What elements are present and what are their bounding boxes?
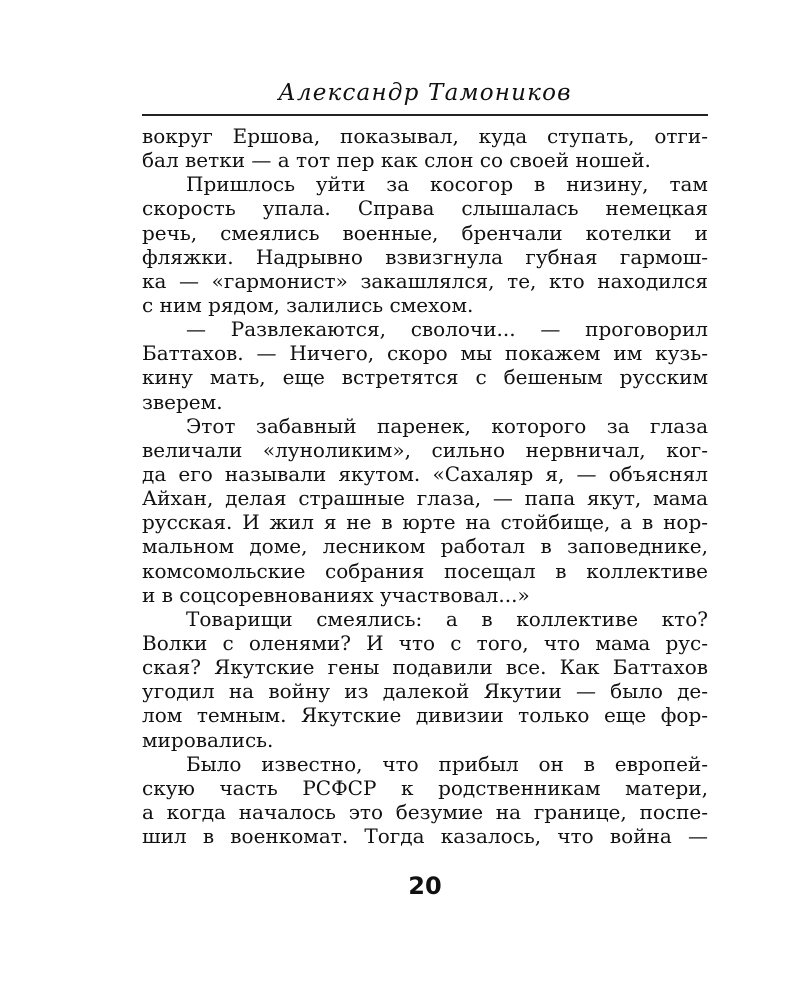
text-line: и в соцсоревнованиях участвовал...» [142, 582, 530, 607]
text-line: вокруг Ершова, показывал, куда ступать, отги- [142, 124, 708, 148]
text-line: Товарищи смеялись: а в коллективе кто? [186, 606, 708, 631]
text-line: ская? Якутские гены подавили все. Как Баттахов [142, 655, 708, 680]
text-line: Было известно, что прибыл он в европей- [186, 751, 708, 776]
text-line: Айхан, делая страшные глаза, — папа якут, мама [142, 486, 708, 511]
text-line: Пришлось уйти за косогор в низину, там [186, 172, 708, 197]
text-line: Этот забавный паренек, которого за глаза [186, 413, 708, 438]
text-line: кину мать, еще встретятся с бешеным русским [142, 365, 708, 390]
text-line: скорость упала. Справа слышалась немецкая [142, 196, 708, 221]
text-line: фляжки. Надрывно взвизгнула губная гармош- [142, 244, 708, 269]
text-line: мальном доме, лесником работал в заповеднике, [142, 534, 708, 559]
text-line: бал ветки — а тот пер как слон со своей ношей. [142, 148, 651, 173]
text-line: величали «луноликим», сильно нервничал, ког- [142, 437, 708, 462]
text-line: ка — «гармонист» закашлялся, те, кто находился [142, 268, 708, 293]
text-line: да его называли якутом. «Сахаляр я, — объяснял [142, 461, 708, 486]
text-line: — Развлекаются, сволочи... — проговорил [186, 317, 708, 342]
text-line: лом темным. Якутские дивизии только еще фор- [142, 703, 708, 728]
text-line: мировались. [142, 727, 274, 752]
body-text [142, 124, 708, 848]
text-line: с ним рядом, залились смехом. [142, 292, 474, 317]
text-line: русская. И жил я не в юрте на стойбище, а в нор- [142, 510, 708, 535]
text-line: зверем. [142, 389, 223, 414]
text-line: Баттахов. — Ничего, скоро мы покажем им кузь- [142, 341, 708, 366]
text-line: а когда началось это безумие на границе, поспе- [142, 799, 708, 824]
text-line: комсомольские собрания посещал в коллективе [142, 558, 708, 583]
text-line: скую часть РСФСР к родственникам матери, [142, 775, 708, 800]
page-number: 20 [408, 872, 442, 900]
text-line: речь, смеялись военные, бренчали котелки и [142, 220, 708, 245]
text-line: Волки с оленями? И что с того, что мама рус- [142, 630, 708, 655]
text-line: шил в военкомат. Тогда казалось, что война — [142, 824, 708, 849]
header-rule [142, 114, 708, 116]
text-line: угодил на войну из далекой Якутии — было де- [142, 679, 708, 704]
running-head-author: Александр Тамоников [278, 80, 572, 106]
